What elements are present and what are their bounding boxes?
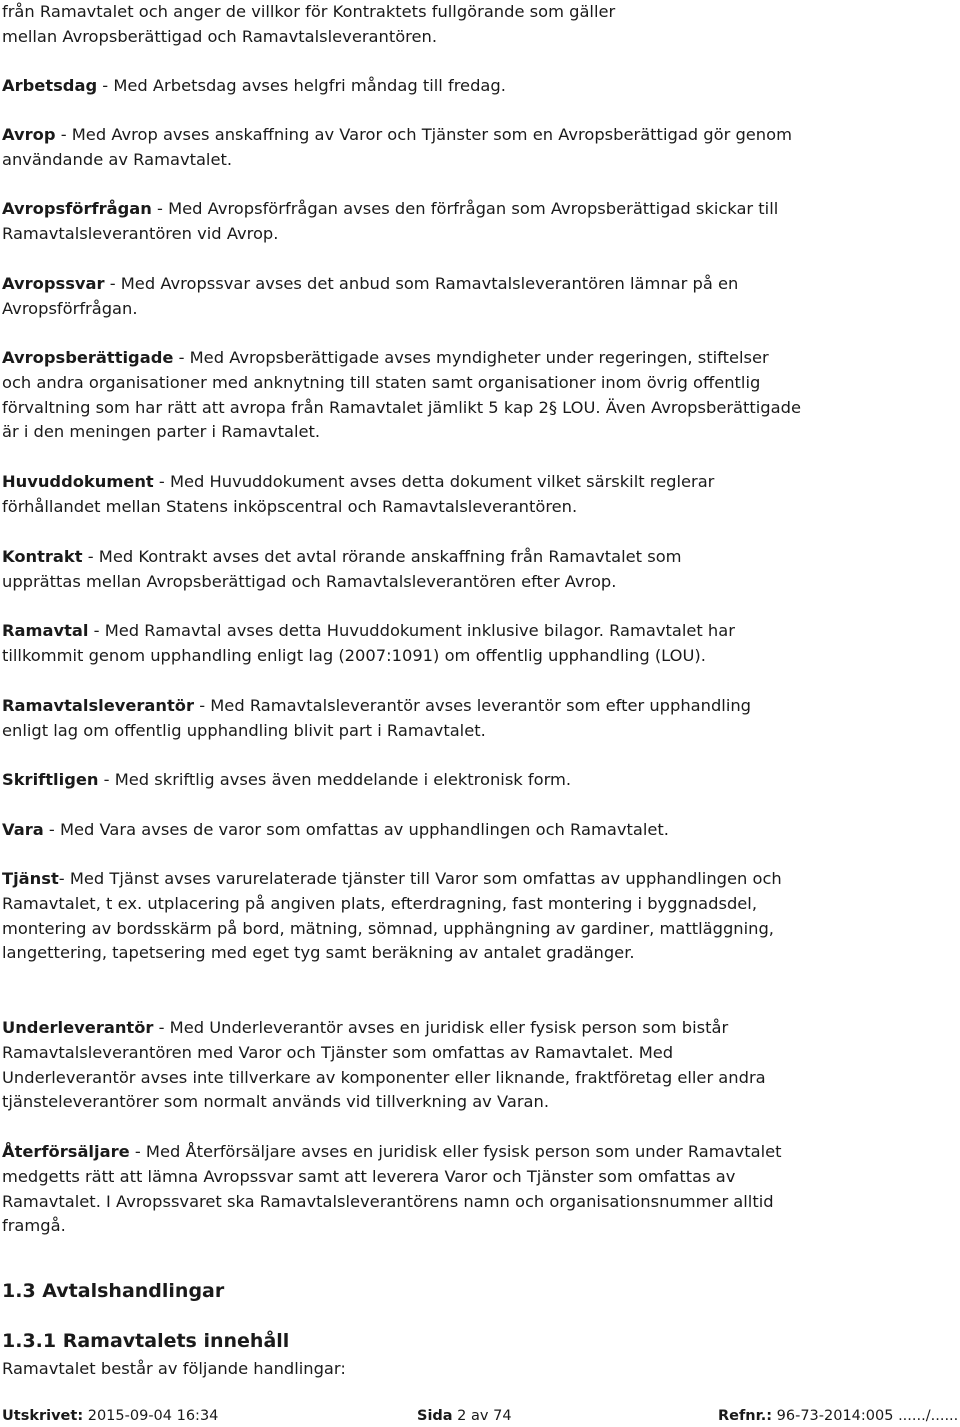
definition-aterforsaljare (2, 1140, 782, 1239)
definition-underleverantor (2, 1016, 802, 1115)
definition-arbetsdag (2, 74, 957, 99)
footer-ref-label: Refnr.: (718, 1408, 773, 1424)
definition-term: Avropsförfrågan (2, 199, 152, 218)
definition-skriftligen (2, 768, 957, 793)
definition-separator: - (58, 869, 70, 888)
section-intro-text: Ramavtalet består av följande handlingar: (2, 1359, 346, 1378)
definition-text: Med Huvuddokument avses detta dokument vilket särskilt reglerar förhållandet mellan Statens inköpscentral och Ramavtalsleverantören. (2, 472, 715, 516)
definition-ramavtalsleverantor (2, 694, 782, 744)
footer-printed (2, 1405, 218, 1427)
definition-term: Avropssvar (2, 274, 105, 293)
definition-ramavtal (2, 619, 782, 669)
definition-text: Med Ramavtalsleverantör avses leverantör som efter upphandling enligt lag om offentlig upphandling blivit part i Ramavtalet. (2, 696, 752, 740)
definition-separator: - (55, 125, 72, 144)
footer-printed-label: Utskrivet: (2, 1408, 84, 1424)
definition-term: Kontrakt (2, 547, 83, 566)
definition-kontrakt (2, 545, 722, 595)
definition-vara (2, 818, 957, 843)
definition-separator: - (129, 1142, 146, 1161)
footer-reference (718, 1405, 958, 1427)
definition-term: Avropsberättigade (2, 348, 174, 367)
definition-separator: - (151, 199, 169, 218)
definition-text: Med Avropssvar avses det anbud som Ramavtalsleverantören lämnar på en Avropsförfrågan. (2, 274, 739, 318)
section-heading: 1.3 Avtalshandlingar (2, 1280, 225, 1302)
definition-text: Med skriftlig avses även meddelande i elektronisk form. (114, 770, 572, 789)
footer-page-number (417, 1405, 512, 1427)
definition-term: Skriftligen (2, 770, 99, 789)
definition-text: Med Kontrakt avses det avtal rörande anskaffning från Ramavtalet som upprättas mellan Avropsberättigad och Ramavtalsleverantören efter Avrop. (2, 547, 682, 591)
definition-text: Med Arbetsdag avses helgfri måndag till fredag. (113, 76, 506, 95)
definition-separator: - (104, 274, 121, 293)
definition-term: Huvuddokument (2, 472, 154, 491)
definition-text: Med Underleverantör avses en juridisk eller fysisk person som bistår Ramavtalsleverantören med Varor och Tjänster som omfattas av Ramavtalet. Med Underleverantör avses inte tillverkare av komponenter eller liknande, fraktföretag eller andra tjänsteleverantörer som normalt används vid tillverkning av Varan. (2, 1018, 766, 1112)
definition-separator: - (173, 348, 190, 367)
footer-printed-value: 2015-09-04 16:34 (83, 1408, 219, 1424)
definition-separator: - (194, 696, 211, 715)
definition-term: Arbetsdag (2, 76, 98, 95)
intro-line-2: mellan Avropsberättigad och Ramavtalsleverantören. (2, 26, 438, 46)
definition-term: Återförsäljare (2, 1142, 130, 1161)
definition-text: Med Avrop avses anskaffning av Varor och Tjänster som en Avropsberättigad gör genom användande av Ramavtalet. (2, 125, 792, 169)
intro-line-1: från Ramavtalet och anger de villkor för Kontraktets fullgörande som gäller (2, 2, 616, 21)
footer-page-value: 2 av 74 (452, 1408, 512, 1424)
footer-ref-value: 96-73-2014:005 ....../...... (772, 1408, 959, 1424)
definition-text: Med Återförsäljare avses en juridisk eller fysisk person som under Ramavtalet medgetts rätt att lämna Avropssvar samt att leverera Varor och Tjänster som omfattas av Ramavtalet. I Avropssvaret ska Ramavtalsleverantörens namn och organisationsnummer alltid framgå. (2, 1142, 782, 1236)
intro-paragraph (2, 0, 957, 50)
definition-separator: - (88, 621, 105, 640)
definition-separator: - (153, 472, 170, 491)
definition-text: Med Tjänst avses varurelaterade tjänster till Varor som omfattas av upphandlingen och Ramavtalet, t ex. utplacering på angiven plats, efterdragning, fast montering i byggnadsdel, montering av bordsskärm på bord, mätning, sömnad, upphängning av gardiner, mattläggning, langettering, tapetsering med eget tyg samt beräkning av antalet gradänger. (2, 869, 782, 963)
definition-separator: - (153, 1018, 170, 1037)
definition-text: Med Avropsberättigade avses myndigheter under regeringen, stiftelser och andra organisationer med anknytning till staten samt organisationer inom övrig offentlig förvaltning som har rätt att avropa från Ramavtalet jämlikt 5 kap 2§ LOU. Även Avropsberättigade är i den meningen parter i Ramavtalet. (2, 348, 801, 442)
definition-avrop (2, 123, 802, 173)
definition-term: Vara (2, 820, 44, 839)
definition-term: Underleverantör (2, 1018, 154, 1037)
definition-separator: - (97, 76, 114, 95)
subsection-heading: 1.3.1 Ramavtalets innehåll (2, 1330, 290, 1352)
definition-avropssvar (2, 272, 782, 322)
definition-tjanst (2, 867, 792, 966)
definition-term: Tjänst (2, 869, 59, 888)
footer-page-label: Sida (417, 1408, 453, 1424)
definition-avropsberattigade (2, 346, 802, 445)
definition-text: Med Vara avses de varor som omfattas av upphandlingen och Ramavtalet. (59, 820, 669, 839)
definition-separator: - (98, 770, 115, 789)
definition-separator: - (82, 547, 99, 566)
page-footer (2, 1405, 958, 1427)
definition-term: Avrop (2, 125, 56, 144)
definition-avropsforfragan (2, 197, 802, 247)
definition-term: Ramavtal (2, 621, 89, 640)
definition-text: Med Ramavtal avses detta Huvuddokument inklusive bilagor. Ramavtalet har tillkommit genom upphandling enligt lag (2007:1091) om offentlig upphandling (LOU). (2, 621, 735, 665)
definition-huvuddokument (2, 470, 762, 520)
definition-text: Med Avropsförfrågan avses den förfrågan som Avropsberättigad skickar till Ramavtalsleverantören vid Avrop. (2, 199, 779, 243)
definition-separator: - (43, 820, 60, 839)
definition-term: Ramavtalsleverantör (2, 696, 195, 715)
